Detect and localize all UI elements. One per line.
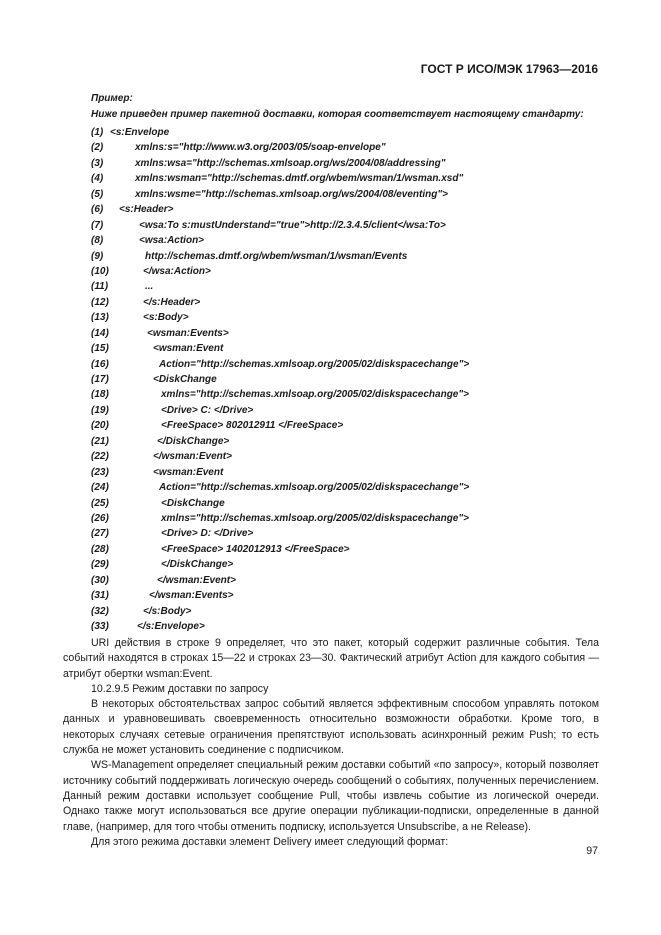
line-number: (18) (91, 389, 109, 401)
code-text: <s:Header> (119, 204, 174, 216)
code-line (91, 326, 469, 341)
line-number: (32) (91, 605, 109, 617)
paragraph-uri-action: URI действия в строке 9 определяет, что это пакет, который содержит различные события. Тела событий находятся в строках 15—22 и строках 23—30. Фактический атрибут Action для каждого события — атрибут обертки wsman:Event. (63, 637, 599, 680)
line-number: (29) (91, 559, 109, 571)
code-text: <Drive> C: </Drive> (161, 404, 254, 416)
code-text: <wsman:Event (153, 466, 224, 478)
example-title: Пример: (91, 93, 133, 104)
line-number: (33) (91, 621, 109, 632)
code-text: <wsman:Event (153, 343, 224, 355)
code-line (91, 310, 469, 325)
xml-code-listing (91, 125, 469, 634)
code-text: <DiskChange (161, 497, 225, 509)
code-text: <s:Envelope (110, 127, 170, 138)
code-line (91, 511, 469, 526)
line-number: (5) (91, 188, 104, 200)
code-text: <Drive> D: </Drive> (161, 528, 254, 540)
page-number: 97 (586, 845, 598, 857)
line-number: (28) (91, 543, 109, 555)
code-line (91, 465, 469, 480)
code-line (91, 449, 469, 464)
code-text: </wsman:Event> (157, 574, 236, 586)
example-intro: Ниже приведен пример пакетной доставки, которая соответствует настоящему стандарту: (91, 109, 584, 120)
code-text: </DiskChange> (161, 559, 234, 571)
code-line (91, 588, 469, 603)
code-line (91, 418, 469, 433)
line-number: (6) (91, 204, 104, 216)
line-number: (12) (91, 296, 109, 308)
code-line (91, 573, 469, 588)
code-text: xmlns:wsa="http://schemas.xmlsoap.org/ws/2004/08/addressing" (135, 157, 446, 169)
code-line (91, 249, 469, 264)
line-number: (26) (91, 512, 109, 524)
code-line (91, 496, 469, 511)
standard-header: ГОСТ Р ИСО/МЭК 17963—2016 (420, 62, 598, 76)
line-number: (14) (91, 327, 109, 339)
code-text: <wsa:To s:mustUnderstand="true">http://2.3.4.5/client</wsa:To> (139, 219, 446, 231)
code-text: Action="http://schemas.xmlsoap.org/2005/02/diskspacechange"> (159, 358, 470, 370)
code-text: </DiskChange> (157, 435, 230, 447)
code-text: <wsman:Events> (147, 327, 229, 339)
line-number: (27) (91, 528, 109, 540)
code-line (91, 619, 469, 634)
code-text: </wsman:Events> (149, 590, 234, 602)
code-text: xmlns:wsme="http://schemas.xmlsoap.org/ws/2004/08/eventing"> (135, 188, 448, 200)
code-line (91, 387, 469, 402)
code-line (91, 372, 469, 387)
line-number: (21) (91, 435, 109, 447)
section-heading: 10.2.9.5 Режим доставки по запросу (91, 682, 269, 695)
line-number: (3) (91, 157, 104, 169)
paragraph-pull-rationale: В некоторых обстоятельствах запрос событий является эффективным способом управлять потоком данных и уравновешивать своевременность относительно возможности обработки. Кроме того, в некоторых случаях сетевые ограничения препятствуют использовать асинхронный режим Push; то есть служба не может установить соединение с подписчиком. (63, 698, 599, 757)
code-line (91, 264, 469, 279)
line-number: (25) (91, 497, 109, 509)
code-line (91, 357, 469, 372)
code-line (91, 557, 469, 572)
code-text: <FreeSpace> 802012911 </FreeSpace> (161, 420, 344, 432)
line-number: (4) (91, 173, 104, 185)
line-number: (19) (91, 404, 109, 416)
line-number: (24) (91, 482, 109, 494)
line-number: (17) (91, 374, 109, 385)
line-number: (13) (91, 312, 109, 324)
line-number: (23) (91, 466, 109, 478)
code-text: </s:Body> (143, 605, 192, 617)
code-line (91, 171, 469, 186)
line-number: (7) (91, 219, 104, 231)
line-number: (8) (91, 235, 104, 247)
line-number: (10) (91, 265, 109, 277)
line-number: (31) (91, 590, 109, 602)
code-text: http://schemas.dmtf.org/wbem/wsman/1/wsman/Events (145, 250, 408, 262)
code-text: ... (145, 281, 154, 293)
code-text: xmlns="http://schemas.xmlsoap.org/2005/02/diskspacechange"> (161, 389, 469, 401)
paragraph-pull-mode: WS-Management определяет специальный режим доставки событий «по запросу», который позволяет источнику событий поддерживать логическую очередь сообщений о событиях, полученных перечислением. Данный режим доставки использует сообщение Pull, чтобы извлечь событие из логической очереди. Однако также могут использоваться все другие операции публикации-подписки, определенные в данной главе, (например, для того чтобы отменить подписку, используется Unsubscribe, а не Release). (63, 759, 599, 833)
line-number: (1) (91, 127, 104, 138)
code-line (91, 140, 469, 155)
code-text: </s:Envelope> (137, 621, 205, 632)
code-text: xmlns:wsman="http://schemas.dmtf.org/wbem/wsman/1/wsman.xsd" (135, 173, 464, 185)
code-text: </wsman:Event> (153, 451, 232, 463)
code-line (91, 480, 469, 495)
line-number: (15) (91, 343, 109, 355)
code-line (91, 295, 469, 310)
line-number: (16) (91, 358, 109, 370)
code-line (91, 202, 469, 217)
code-line (91, 279, 469, 294)
line-number: (22) (91, 451, 109, 463)
code-line (91, 403, 469, 418)
code-text: xmlns:s="http://www.w3.org/2003/05/soap-envelope" (135, 142, 386, 154)
code-text: <DiskChange (153, 374, 217, 385)
code-line (91, 233, 469, 248)
line-number: (30) (91, 574, 109, 586)
code-text: </wsa:Action> (143, 265, 211, 277)
body-text (63, 636, 599, 850)
paragraph-delivery-format: Для этого режима доставки элемент Delivery имеет следующий формат: (91, 835, 449, 848)
code-text: </s:Header> (143, 296, 201, 308)
line-number: (2) (91, 142, 104, 154)
line-number: (11) (91, 281, 109, 293)
line-number: (9) (91, 250, 104, 262)
code-line (91, 542, 469, 557)
code-text: xmlns="http://schemas.xmlsoap.org/2005/02/diskspacechange"> (161, 512, 469, 524)
line-number: (20) (91, 420, 109, 432)
code-text: Action="http://schemas.xmlsoap.org/2005/02/diskspacechange"> (159, 482, 470, 494)
code-text: <s:Body> (143, 312, 189, 324)
code-line (91, 187, 469, 202)
code-line (91, 125, 469, 140)
code-line (91, 434, 469, 449)
code-text: <wsa:Action> (139, 235, 205, 247)
code-line (91, 341, 469, 356)
code-line (91, 526, 469, 541)
code-text: <FreeSpace> 1402012913 </FreeSpace> (161, 543, 350, 555)
code-line (91, 604, 469, 619)
code-line (91, 218, 469, 233)
code-line (91, 156, 469, 171)
